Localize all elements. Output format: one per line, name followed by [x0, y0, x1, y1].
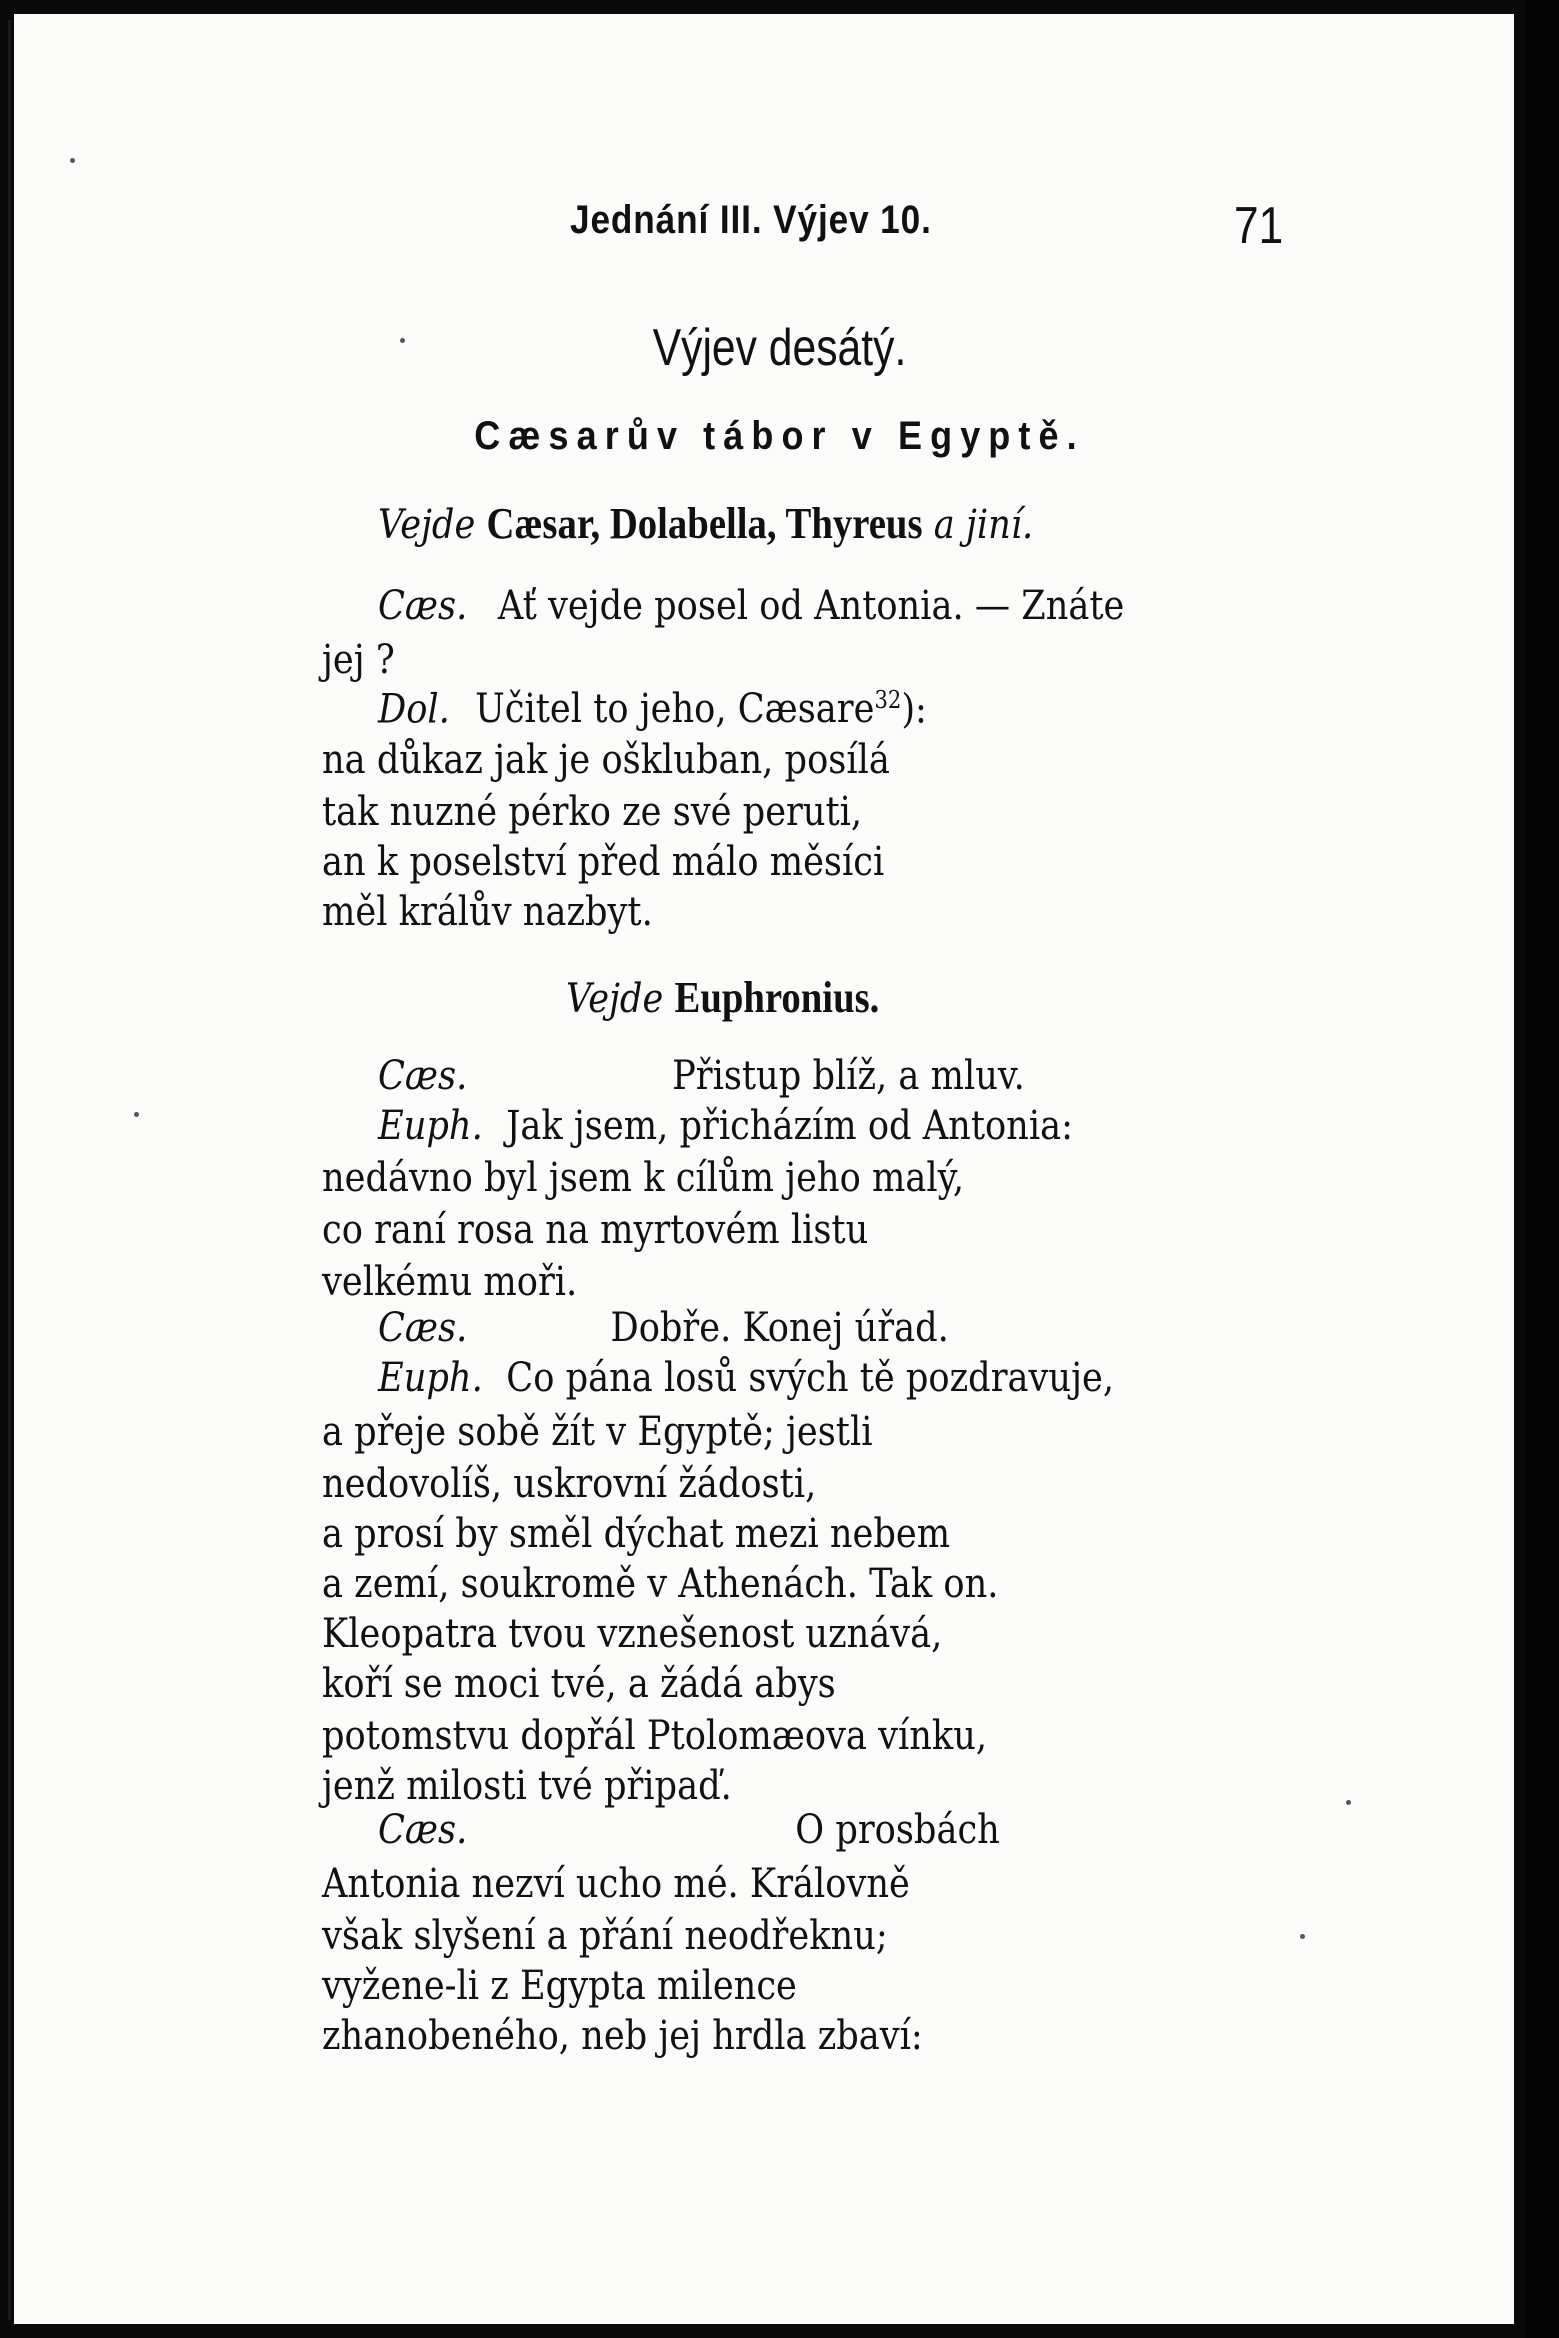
- scene-title: Výjev desátý.: [652, 319, 907, 377]
- line-text: jenž milosti tvé připaď.: [322, 1763, 732, 1809]
- dialogue-line: [322, 839, 885, 885]
- line-text: a zemí, soukromě v Athenách. Tak on.: [322, 1561, 999, 1607]
- line-text: Ať vejde posel od Antonia. — Znáte: [497, 583, 1125, 629]
- scan-speck: [1346, 1800, 1351, 1805]
- line-text: tak nuzné pérko ze své peruti,: [322, 789, 863, 835]
- line-text: an k poselství před málo měsíci: [322, 839, 885, 885]
- scan-speck: [1300, 1934, 1305, 1939]
- dialogue-line: [322, 789, 863, 835]
- dialogue-line: [322, 1461, 817, 1507]
- dialogue-line: [378, 1355, 1115, 1401]
- dialogue-line: [322, 1661, 836, 1707]
- line-text: a prosí by směl dýchat mezi nebem: [322, 1511, 951, 1557]
- speaker-name: Cæs.: [378, 1053, 468, 1099]
- dialogue-line: [322, 1913, 888, 1959]
- line-text: nedovolíš, uskrovní žádosti,: [322, 1461, 817, 1507]
- line-text: však slyšení a přání neodřeknu;: [322, 1913, 888, 1959]
- line-text: velkému moři.: [322, 1259, 578, 1305]
- line-text-after: ):: [901, 686, 927, 733]
- dialogue-line: [322, 1259, 578, 1305]
- dialogue-line: [378, 1103, 1073, 1149]
- speaker-name: Cæs.: [378, 583, 468, 629]
- dialogue-line: [322, 1561, 999, 1607]
- line-text: koří se moci tvé, a žádá abys: [322, 1661, 836, 1707]
- stage-names: Euphronius.: [674, 973, 880, 1022]
- scan-speck: [70, 158, 75, 163]
- line-text: zhanobeného, neb jej hrdla zbaví:: [322, 2013, 923, 2059]
- line-text: jej ?: [322, 637, 395, 683]
- line-text: nedávno byl jsem k cílům jeho malý,: [322, 1155, 965, 1201]
- running-head: Jednání III. Výjev 10.: [570, 198, 932, 242]
- line-text: Kleopatra tvou vznešenost uznává,: [322, 1611, 943, 1657]
- stage-verb: Vejde: [566, 976, 664, 1022]
- dialogue-line: [322, 637, 395, 683]
- dialogue-line: [322, 1511, 951, 1557]
- footnote-ref: 32: [874, 686, 902, 714]
- dialogue-line: [322, 737, 890, 783]
- line-text: a přeje sobě žít v Egyptě; jestli: [322, 1409, 873, 1455]
- line-text: Co pána losů svých tě pozdravuje,: [506, 1355, 1115, 1401]
- dialogue-line: [378, 686, 927, 733]
- scan-speck: [134, 1112, 139, 1117]
- stage-direction-entrance: [566, 973, 880, 1022]
- scene-place: Cæsarův tábor v Egyptě.: [474, 414, 1085, 458]
- line-text: na důkaz jak je oškluban, posílá: [322, 737, 890, 783]
- speaker-name: Cæs.: [378, 1305, 468, 1351]
- dialogue-line: [378, 583, 1125, 629]
- scan-speck: [400, 338, 405, 343]
- dialogue-line: [378, 1305, 949, 1351]
- stage-verb: Vejde: [378, 502, 476, 548]
- line-text: vyžene-li z Egypta milence: [322, 1963, 797, 2009]
- dialogue-line: [322, 1713, 988, 1759]
- line-text: co raní rosa na myrtovém listu: [322, 1207, 869, 1253]
- dialogue-line: [322, 889, 653, 935]
- line-text: potomstvu dopřál Ptolomæova vínku,: [322, 1713, 988, 1759]
- speaker-name: Cæs.: [378, 1807, 468, 1853]
- line-text: Dobře. Konej úřad.: [610, 1305, 949, 1351]
- stage-names: Cæsar, Dolabella, Thyreus: [486, 499, 923, 548]
- dialogue-line: [322, 1963, 797, 2009]
- dialogue-line: [322, 1611, 943, 1657]
- line-text: Antonia nezví ucho mé. Královně: [322, 1861, 910, 1907]
- dialogue-line: [322, 1861, 910, 1907]
- line-text: O prosbách: [795, 1807, 1000, 1853]
- dialogue-line: [322, 1207, 869, 1253]
- dialogue-line: [378, 1807, 1000, 1853]
- dialogue-line: [322, 1155, 965, 1201]
- stage-direction-entrance: [378, 499, 1034, 548]
- dialogue-line: [378, 1053, 1025, 1099]
- stage-tail: a jiní.: [933, 502, 1034, 548]
- line-text: Jak jsem, přicházím od Antonia:: [506, 1103, 1073, 1149]
- speaker-name: Euph.: [378, 1103, 483, 1149]
- line-text: měl králův nazbyt.: [322, 889, 653, 935]
- page-number: 71: [1234, 197, 1284, 255]
- dialogue-line: [322, 2013, 923, 2059]
- line-text: Přistup blíž, a mluv.: [672, 1053, 1025, 1099]
- dialogue-line: [322, 1763, 732, 1809]
- dialogue-line: [322, 1409, 873, 1455]
- speaker-name: Euph.: [378, 1355, 483, 1401]
- line-text: Učitel to jeho, Cæsare: [475, 686, 875, 733]
- speaker-name: Dol.: [378, 686, 450, 733]
